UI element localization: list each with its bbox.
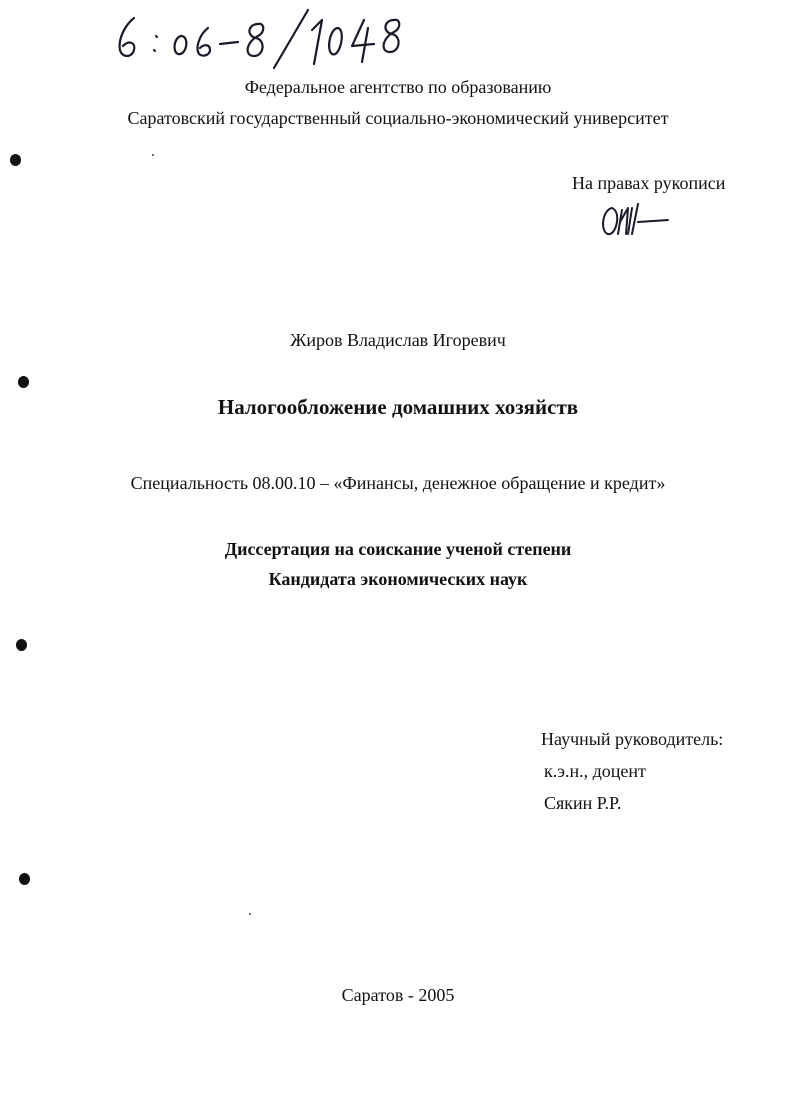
manuscript-rights-note: На правах рукописи (572, 173, 726, 193)
supervisor-name: Сякин Р.Р. (544, 793, 622, 813)
punch-hole-1 (10, 154, 21, 166)
city-year: Саратов - 2005 (341, 985, 455, 1005)
degree-line-2: Кандидата экономических наук (268, 569, 528, 589)
signature (598, 200, 670, 240)
supervisor-label: Научный руководитель: (541, 729, 724, 749)
punch-hole-3 (16, 639, 27, 651)
university-name: Саратовский государственный социально-экономический университет (127, 108, 669, 128)
scan-speck (152, 154, 154, 156)
punch-hole-4 (19, 873, 30, 885)
author-name: Жиров Владислав Игоревич (290, 330, 506, 350)
supervisor-degree: к.э.н., доцент (544, 761, 646, 781)
punch-hole-2 (18, 376, 29, 388)
handwritten-number (112, 6, 412, 72)
degree-line-1: Диссертация на соискание ученой степени (224, 539, 572, 559)
scan-speck (249, 913, 251, 915)
agency-name: Федеральное агентство по образованию (244, 77, 552, 97)
specialty: Специальность 08.00.10 – «Финансы, денежное обращение и кредит» (130, 473, 666, 493)
dissertation-title: Налогообложение домашних хозяйств (217, 395, 579, 419)
